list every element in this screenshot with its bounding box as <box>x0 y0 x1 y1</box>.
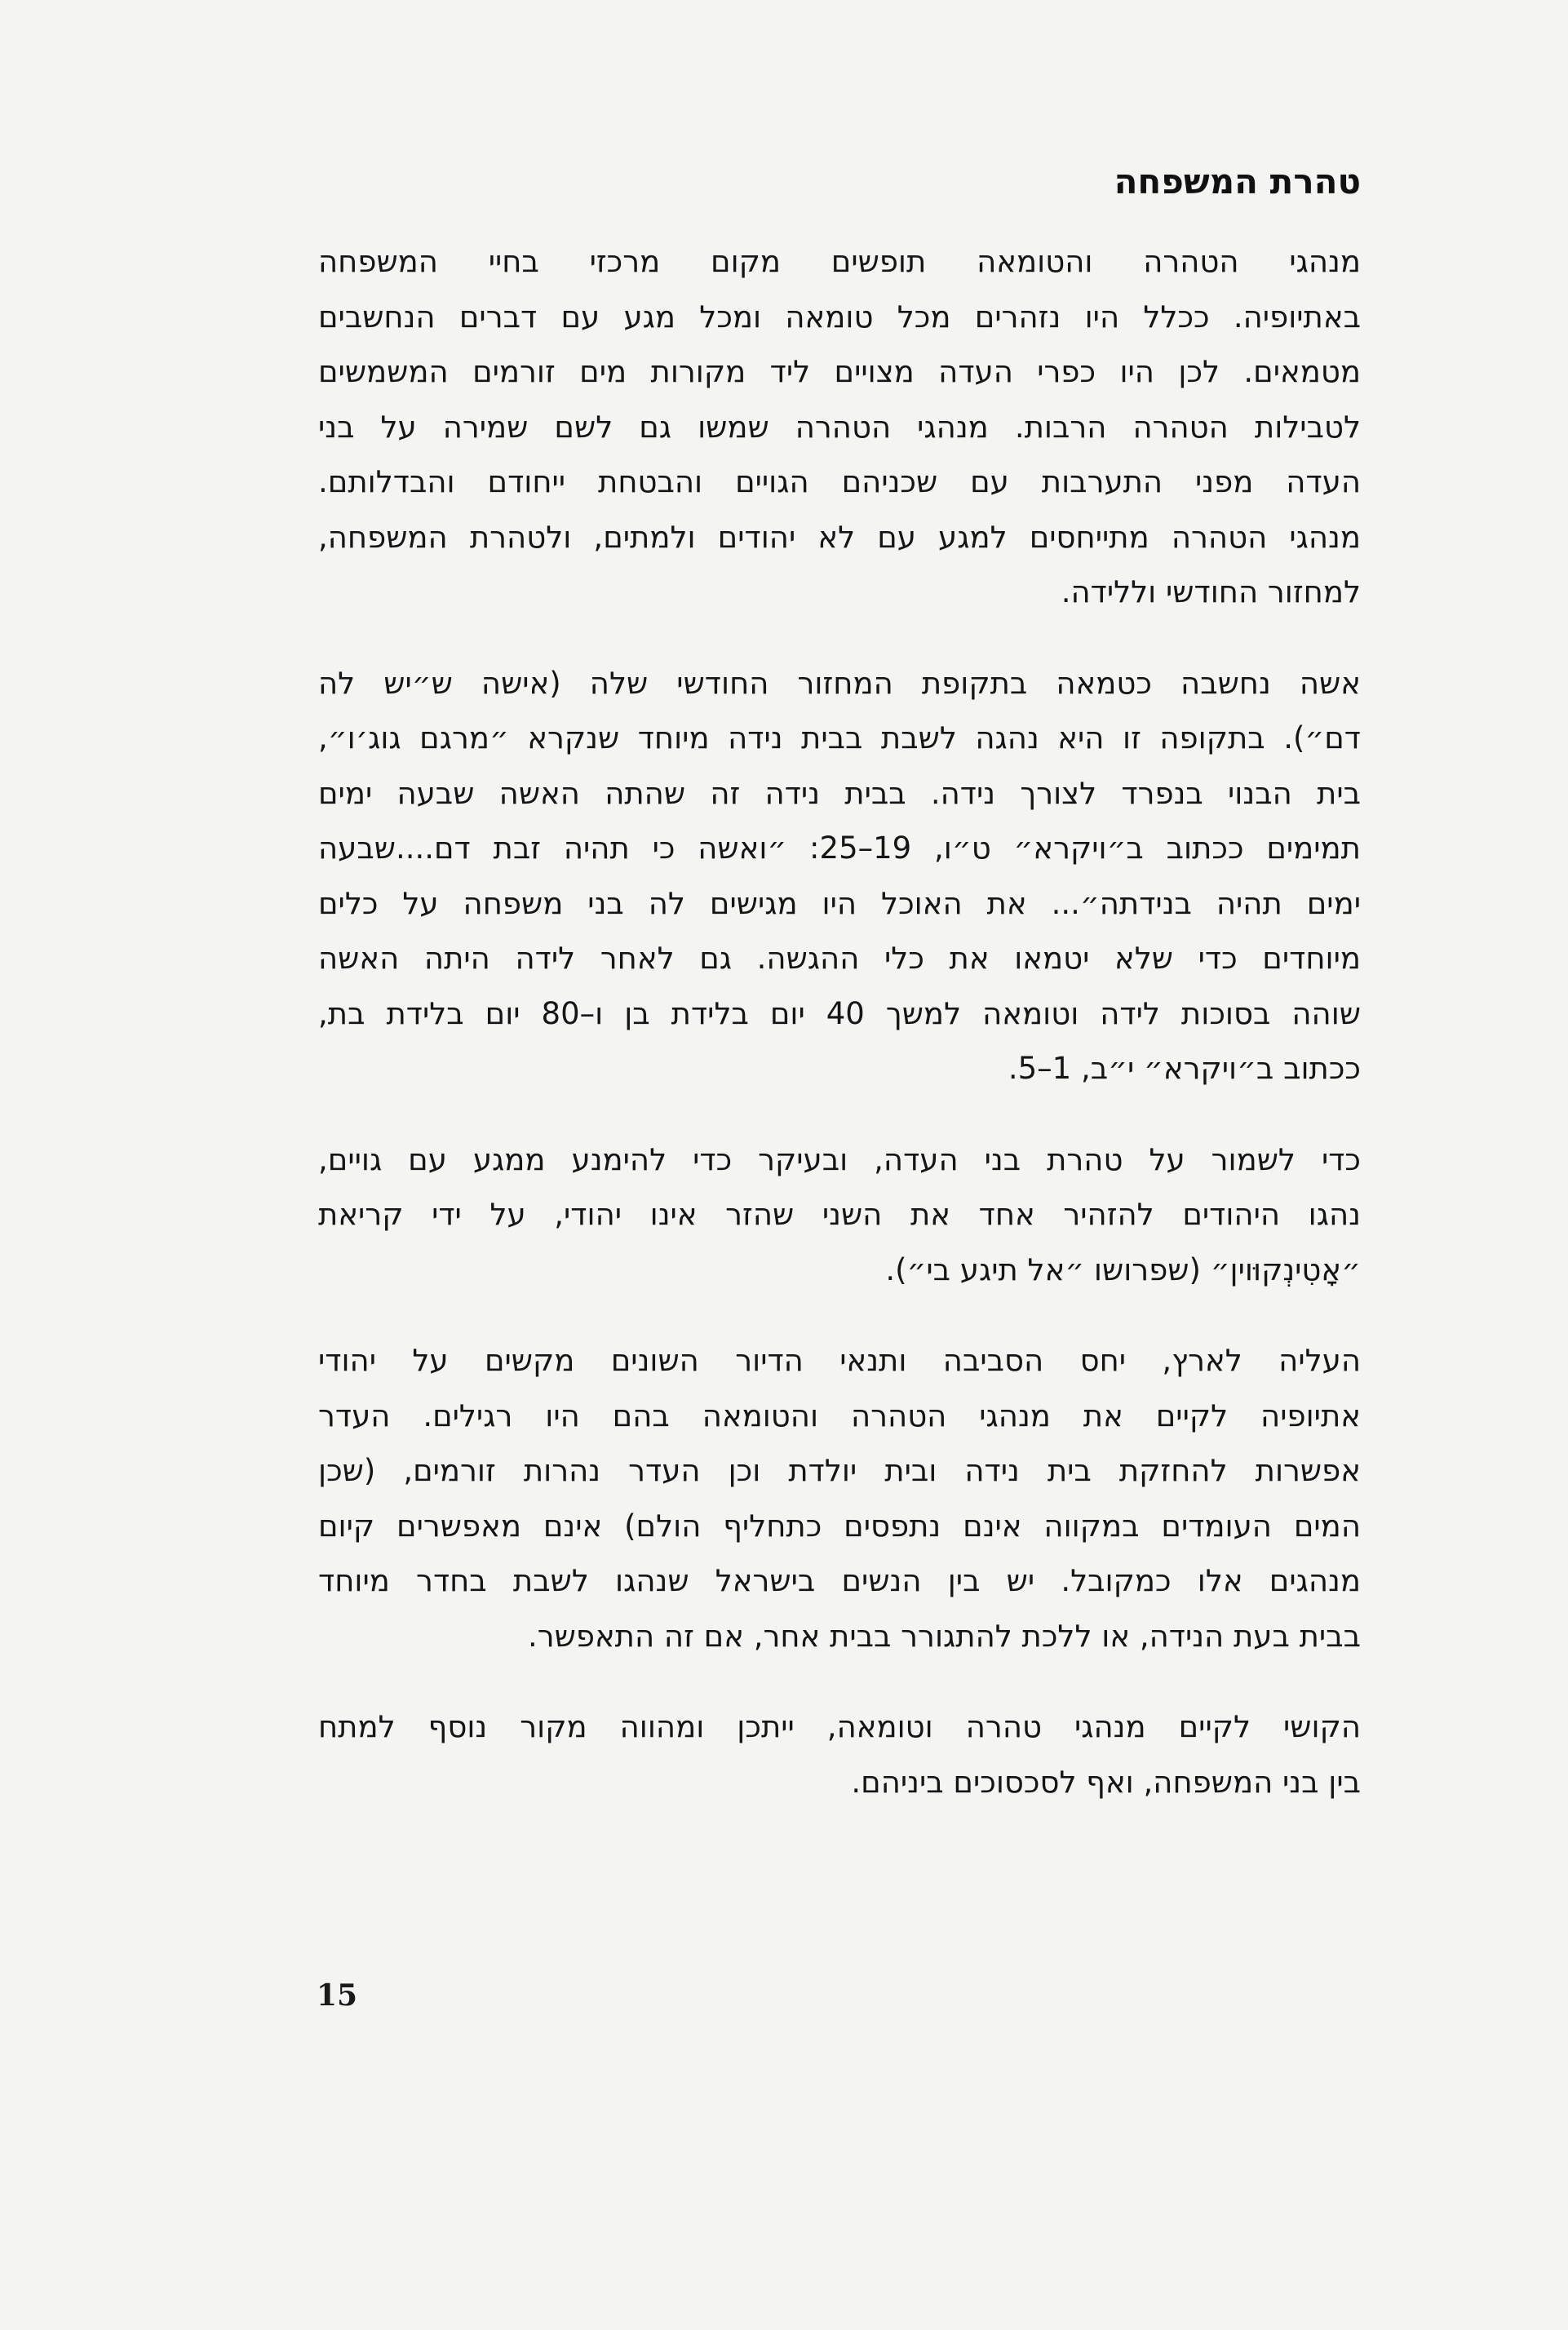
page-number: 15 <box>317 1978 358 2013</box>
text-line: הקושי לקיים מנהגי טהרה וטומאה, ייתכן ומהווה מקור נוסף למתח <box>318 1709 1361 1744</box>
text-line: בבית בעת הנידה, או ללכת להתגורר בבית אחר, אם זה התאפשר. <box>527 1618 1361 1654</box>
paragraph-5 <box>318 1699 1361 1810</box>
text-line: מנהגים אלו כמקובל. יש בין הנשים בישראל שנהגו לשבת בחדר מיוחד <box>318 1563 1361 1598</box>
paragraph-2 <box>318 656 1361 1096</box>
text-line: ״אָטִינְקוּוין״ (שפרושו ״אל תיגע בי״). <box>885 1251 1361 1287</box>
section-heading: טהרת המשפחה <box>1114 162 1361 202</box>
text-line: תמימים ככתוב ב״ויקרא״ ט״ו, 19–25: ״ואשה כי תהיה זבת דם....שבעה <box>318 831 1361 866</box>
text-line: באתיופיה. ככלל היו נזהרים מכל טומאה ומכל מגע עם דברים הנחשבים <box>318 299 1361 334</box>
text-line: מנהגי הטהרה מתייחסים למגע עם לא יהודים ולמתים, ולטהרת המשפחה, <box>318 519 1361 555</box>
text-line: בין בני המשפחה, ואף לסכסוכים ביניהם. <box>851 1764 1361 1800</box>
text-line: אשה נחשבה כטמאה בתקופת המחזור החודשי שלה (אישה ש״יש לה <box>318 665 1361 701</box>
text-line: אפשרות להחזקת בית נידה ובית יולדת וכן העדר נהרות זורמים, (שכן <box>318 1453 1361 1488</box>
text-line: מנהגי הטהרה והטומאה תופשים מקום מרכזי בחיי המשפחה <box>318 244 1361 279</box>
text-line: העדה מפני התערבות עם שכניהם הגויים והבטחת ייחודם והבדלותם. <box>318 464 1361 499</box>
text-line: ככתוב ב״ויקרא״ י״ב, 1–5. <box>1008 1051 1361 1086</box>
paragraph-1 <box>318 234 1361 620</box>
text-line: אתיופיה לקיים את מנהגי הטהרה והטומאה בהם היו רגילים. העדר <box>318 1398 1361 1433</box>
text-line: המים העומדים במקווה אינם נתפסים כתחליף הולם) אינם מאפשרים קיום <box>318 1508 1361 1544</box>
text-line: כדי לשמור על טהרת בני העדה, ובעיקר כדי להימנע ממגע עם גויים, <box>318 1141 1361 1177</box>
text-line: מטמאים. לכן היו כפרי העדה מצויים ליד מקורות מים זורמים המשמשים <box>318 354 1361 389</box>
paragraph-3 <box>318 1132 1361 1298</box>
text-line: לטבילות הטהרה הרבות. מנהגי הטהרה שמשו גם לשם שמירה על בני <box>318 409 1361 445</box>
text-line: בית הבנוי בנפרד לצורך נידה. בבית נידה זה שהתה האשה שבעה ימים <box>318 775 1361 811</box>
text-line: מיוחדים כדי שלא יטמאו את כלי ההגשה. גם לאחר לידה היתה האשה <box>318 941 1361 976</box>
text-line: שוהה בסוכות לידה וטומאה למשך 40 יום בלידת בן ו–80 יום בלידת בת, <box>318 995 1361 1031</box>
text-line: דם״). בתקופה זו היא נהגה לשבת בבית נידה מיוחד שנקרא ״מרגם גוג׳ו״, <box>318 720 1361 755</box>
text-block <box>318 159 1361 1845</box>
paragraph-4 <box>318 1333 1361 1663</box>
text-line: למחזור החודשי וללידה. <box>1061 574 1361 609</box>
text-line: העליה לארץ, יחס הסביבה ותנאי הדיור השונים מקשים על יהודי <box>318 1343 1361 1378</box>
text-line: ימים תהיה בנידתה״... את האוכל היו מגישים לה בני משפחה על כלים <box>318 885 1361 921</box>
text-line: נהגו היהודים להזהיר אחד את השני שהזר אינו יהודי, על ידי קריאת <box>318 1197 1361 1232</box>
